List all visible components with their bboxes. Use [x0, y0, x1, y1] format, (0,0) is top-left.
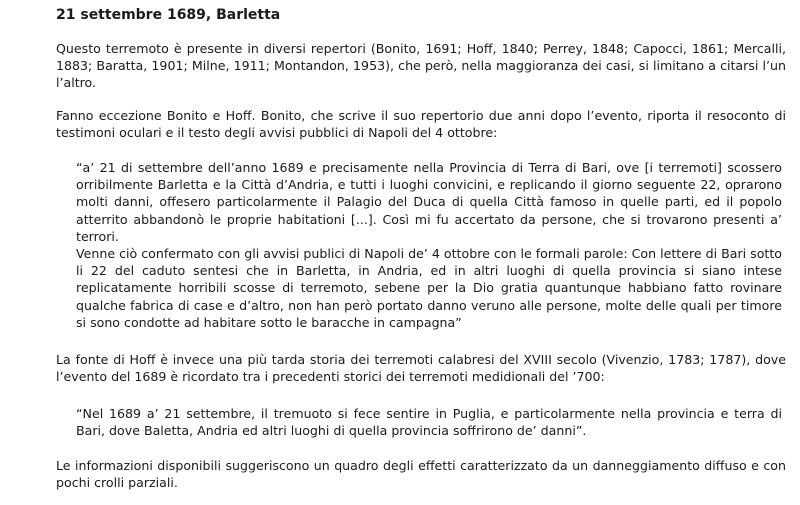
quote-bonito-avvisi: Venne ciò confermato con gli avvisi publici di Napoli de’ 4 ottobre con le formali parole: Con lettere di Bari sotto li 22 del caduto sentesi che in Barletta, in Andria, ed in altri luoghi di quella provincia si siano intese replicatamente horribili scosse di terremoto, sebene per la Dio gratia quantunque habbiano fatto rovinare qualche fabrica di case e d’altro, non han però portato danno veruno alle persone, molte delle quali per timore si sono condotte ad habitare sotto le baracche in campagna”	[76, 246, 782, 330]
quote-bonito	[76, 159, 782, 331]
page-title: 21 settembre 1689, Barletta	[56, 7, 281, 23]
paragraph-eccezione: Fanno eccezione Bonito e Hoff. Bonito, che scrive il suo repertorio due anni dopo l’evento, riporta il resoconto di testimoni oculari e il testo degli avvisi pubblici di Napoli del 4 ottobre:	[56, 108, 786, 141]
quote-bonito-testimoni: “a’ 21 di settembre dell’anno 1689 e precisamente nella Provincia di Terra di Bari, ove [i terremoti] scossero orribilmente Barletta e la Città d’Andria, e tutti i luoghi convicini, e replicando il giorno seguente 22, oprarono molti danni, offesero particolarmente il Palagio del Duca di quella Città famoso in quelle parti, ed il popolo atterrito abbandonò le proprie habitationi [...]. Così mi fu accertato da persone, che si trovarono presenti a’ terrori.	[76, 160, 782, 244]
paragraph-conclusione: Le informazioni disponibili suggeriscono un quadro degli effetti caratterizzato da un danneggiamento diffuso e con pochi crolli parziali.	[56, 458, 786, 491]
paragraph-fonte-hoff: La fonte di Hoff è invece una più tarda storia dei terremoti calabresi del XVIII secolo (Vivenzio, 1783; 1787), dove l’evento del 1689 è ricordato tra i precedenti storici dei terremoti medidionali del ’700:	[56, 352, 786, 385]
quote-vivenzio: “Nel 1689 a’ 21 settembre, il tremuoto si fece sentire in Puglia, e particolarmente nella provincia e terra di Bari, dove Baletta, Andria ed altri luoghi di quella provincia soffrirono de’ danni”.	[76, 406, 782, 439]
paragraph-repertori: Questo terremoto è presente in diversi repertori (Bonito, 1691; Hoff, 1840; Perrey, 1848; Capocci, 1861; Mercalli, 1883; Baratta, 1901; Milne, 1911; Montandon, 1953), che però, nella maggioranza dei casi, si limitano a citarsi l’un l’altro.	[56, 41, 786, 91]
